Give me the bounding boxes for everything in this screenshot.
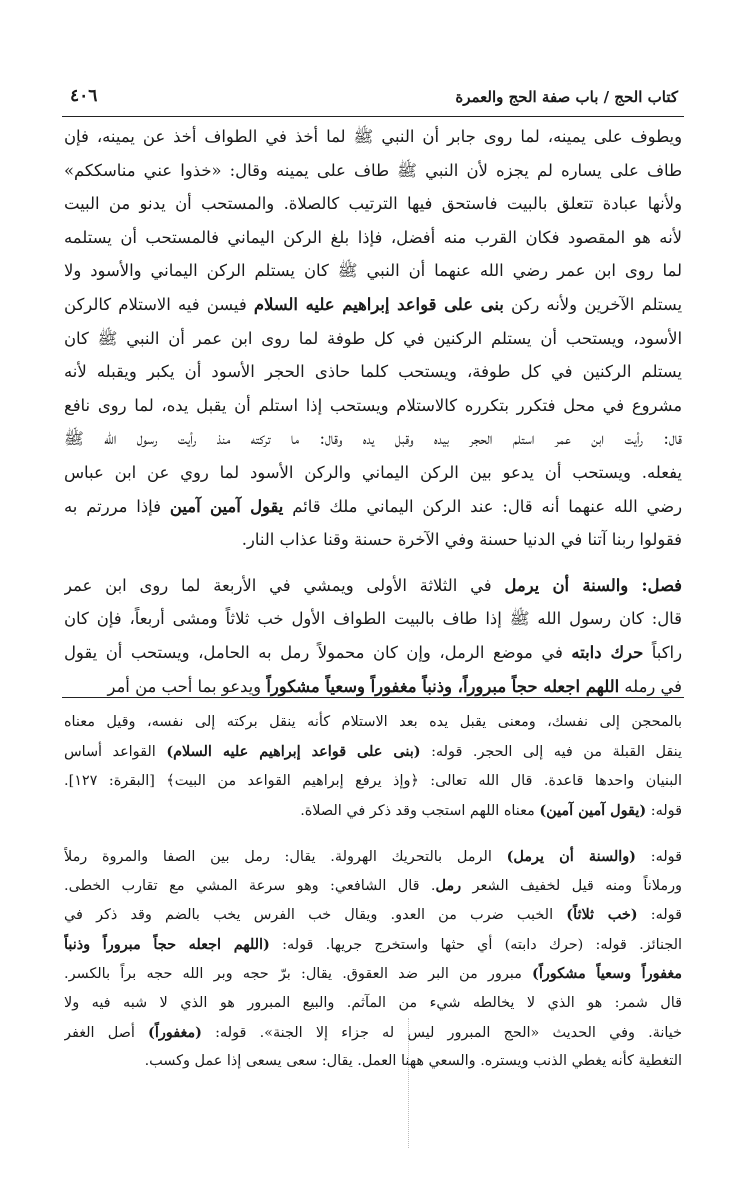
text-run: ويدعو بما أحب من أمر [107,676,267,696]
bold-phrase: مغفوراً وسعياً مشكوراً) [532,965,682,983]
text-run: خيانة. وفي الحديث «الحج المبرور ليس له جزاء إلا الجنة». قوله: [201,1024,682,1041]
text-run: بالمحجن إلى نفسك، ومعنى يقبل يده بعد الاستلام كأنه ينقل بركته إلى نفسه، وقيل معناه [64,714,682,730]
text-run: الأسود، ويستحب أن يستلم الركنين في كل طوفة لما روى ابن عمر أن النبي ﷺ كان [64,328,682,348]
text-run: الخبب ضرب من العدو. ويقال خب الفرس يخب بالضم وقد ذكر في [64,907,567,924]
text-run: لما روى ابن عمر رضي الله عنهما أن النبي ﷺ كان يستلم الركن اليماني والأسود ولا [64,261,682,281]
text-line [64,389,682,423]
footnote-line [64,1047,682,1076]
text-run: قال شمر: هو الذي لا يخالطه شيء من المآثم. والبيع المبرور هو الذي لا شبه فيه ولا [64,994,682,1011]
bold-phrase: اللهم اجعله حجاً مبروراً، وذنباً مغفوراً وسعياً مشكوراً [266,676,620,696]
footnote-line [64,737,682,766]
bold-phrase: (بنى على قواعد إبراهيم عليه السلام) [166,743,421,761]
text-line [64,154,682,188]
text-run: راكباً [643,642,682,662]
text-run: أصل الغفر [64,1024,149,1041]
text-run: فإذا مررتم به [64,496,170,516]
footnote-line [64,708,682,737]
text-line [64,187,682,221]
text-line [64,120,682,154]
running-header [62,86,684,117]
text-run: لأنه هو المقصود فكان القرب منه أفضل، فإذا بلغ الركن اليماني فالمستحب أن يستلمه [64,227,682,247]
text-run: ولأنها عبادة تتعلق بالبيت فاستحق فيها الترتيب كالصلاة. والمستحب أن يدنو من البيت [64,194,682,214]
bold-phrase: رمل [435,876,462,894]
bold-phrase: (اللهم اجعله حجاً مبروراً وذنباً [64,935,270,953]
text-line [64,636,682,670]
bold-phrase: فصل: والسنة أن يرمل [504,575,682,595]
fasl-paragraph [64,569,682,703]
text-run: قال: كان رسول الله ﷺ إذا طاف بالبيت الطواف الأول خب ثلاثاً ومشى أربعاً، فإن كان [64,609,682,629]
text-run: معناه اللهم استجب وقد ذكر في الصلاة. [300,803,540,820]
text-line [64,523,682,557]
footnote-line [64,900,682,929]
text-line [64,254,682,288]
text-run: مبرور من البر ضد العقوق. يقال: برّ حجه وبر الله حجه براً بالكسر. [64,966,533,983]
text-run: القواعد أساس [64,744,167,761]
footnote-line [64,930,682,959]
text-run: الجنائز. قوله: (حرك دابته) أي حثها واستخرج جريها. قوله: [269,936,682,953]
footnote-line [64,1018,682,1047]
text-run: في الثلاثة الأولى ويمشي في الأربعة لما روى ابن عمر [64,575,505,595]
text-run: قوله: [635,848,682,865]
text-run: رضي الله عنهما أنه قال: عند الركن اليماني ملك قائم [283,496,682,516]
text-run: قوله: [646,803,682,820]
footnote-divider [62,697,684,698]
bold-phrase: (يقول آمين آمين) [539,802,647,820]
text-run: الرمل بالتحريك الهرولة. يقال: رمل بين الصفا والمروة رملاً [64,848,507,865]
footnote-line [64,767,682,796]
text-run: . قال الشافعي: وهو سرعة المشي مع تقارب الخطى. [64,877,436,894]
text-run: قال: رأيت ابن عمر استلم الحجر بيده وقبل يده وقال: ما تركته منذ رأيت رسول الله ﷺ [64,429,682,449]
chapter-title: كتاب الحج / باب صفة الحج والعمرة [455,88,678,106]
page-number: ٤٠٦ [70,86,98,106]
text-run: ويطوف على يمينه، لما روى جابر أن النبي ﷺ لما أخذ في الطواف أخذ عن يمينه، فإن [64,127,682,146]
text-run: يستلم الركنين في كل طوفة، ويستحب كلما حاذى الحجر الأسود أن يكبر ويقبله لأنه [64,362,682,382]
footnote-line [64,959,682,988]
text-line [64,288,682,322]
bold-phrase: حرك دابته [571,642,644,662]
text-line [64,221,682,255]
footnotes [64,708,682,1077]
text-run: في موضع الرمل، وإن كان محمولاً رمل به الحامل، ويستحب أن يقول [64,642,572,662]
footnote-line [64,871,682,900]
text-line [64,670,682,704]
bold-phrase: (والسنة أن يرمل) [506,847,636,865]
text-line [64,355,682,389]
text-line [64,422,682,456]
text-run: البنيان واحدها قاعدة. قال الله تعالى: ﴿وإذ يرفع إبراهيم القواعد من البيت﴾ [البقرة: ١٢٧]. [64,772,682,789]
text-run: طاف على يساره لم يجزه لأن النبي ﷺ طاف على يمينه وقال: «خذوا عني مناسككم» [64,160,682,180]
text-line [64,322,682,356]
text-run: يستلم الآخرين ولأنه ركن [503,294,682,314]
text-run: ينقل القبلة من فيه إلى الحجر. قوله: [420,744,682,761]
text-line [64,490,682,524]
text-run: فقولوا ربنا آتنا في الدنيا حسنة وفي الآخرة حسنة وقنا عذاب النار. [241,530,682,550]
footnote-block [64,842,682,1077]
main-text [64,120,682,703]
footnote-line [64,796,682,825]
text-run: يفعله. ويستحب أن يدعو بين الركن اليماني والركن الأسود لما روي عن ابن عباس [64,462,682,482]
bold-phrase: يقول آمين آمين [169,496,284,516]
bold-phrase: بنى على قواعد إبراهيم عليه السلام [253,294,504,314]
text-line [64,456,682,490]
text-run: ورملاناً ومنه قيل لخفيف الشعر [461,877,682,894]
footnote-line [64,989,682,1018]
bold-phrase: (خب ثلاثاً) [566,906,638,924]
bold-phrase: (مغفوراً) [148,1023,202,1041]
text-run: فيسن فيه الاستلام كالركن [64,294,254,314]
page-gutter [408,1018,409,1148]
footnote-line [64,842,682,871]
text-line [64,569,682,603]
text-line [64,602,682,636]
footnote-block [64,708,682,826]
text-run: قوله: [637,907,682,924]
text-run: التغطية كأنه يغطي الذنب ويستره. والسعي ههنا العمل. يقال: سعى يسعى إذا عمل وكسب. [144,1053,682,1070]
main-paragraph [64,120,682,557]
text-run: في رمله [619,676,682,696]
text-run: مشروع في محل فتكرر بتكرره كالاستلام ويستحب إذا استلم أن يقبل يده، لما روى نافع [64,395,682,415]
